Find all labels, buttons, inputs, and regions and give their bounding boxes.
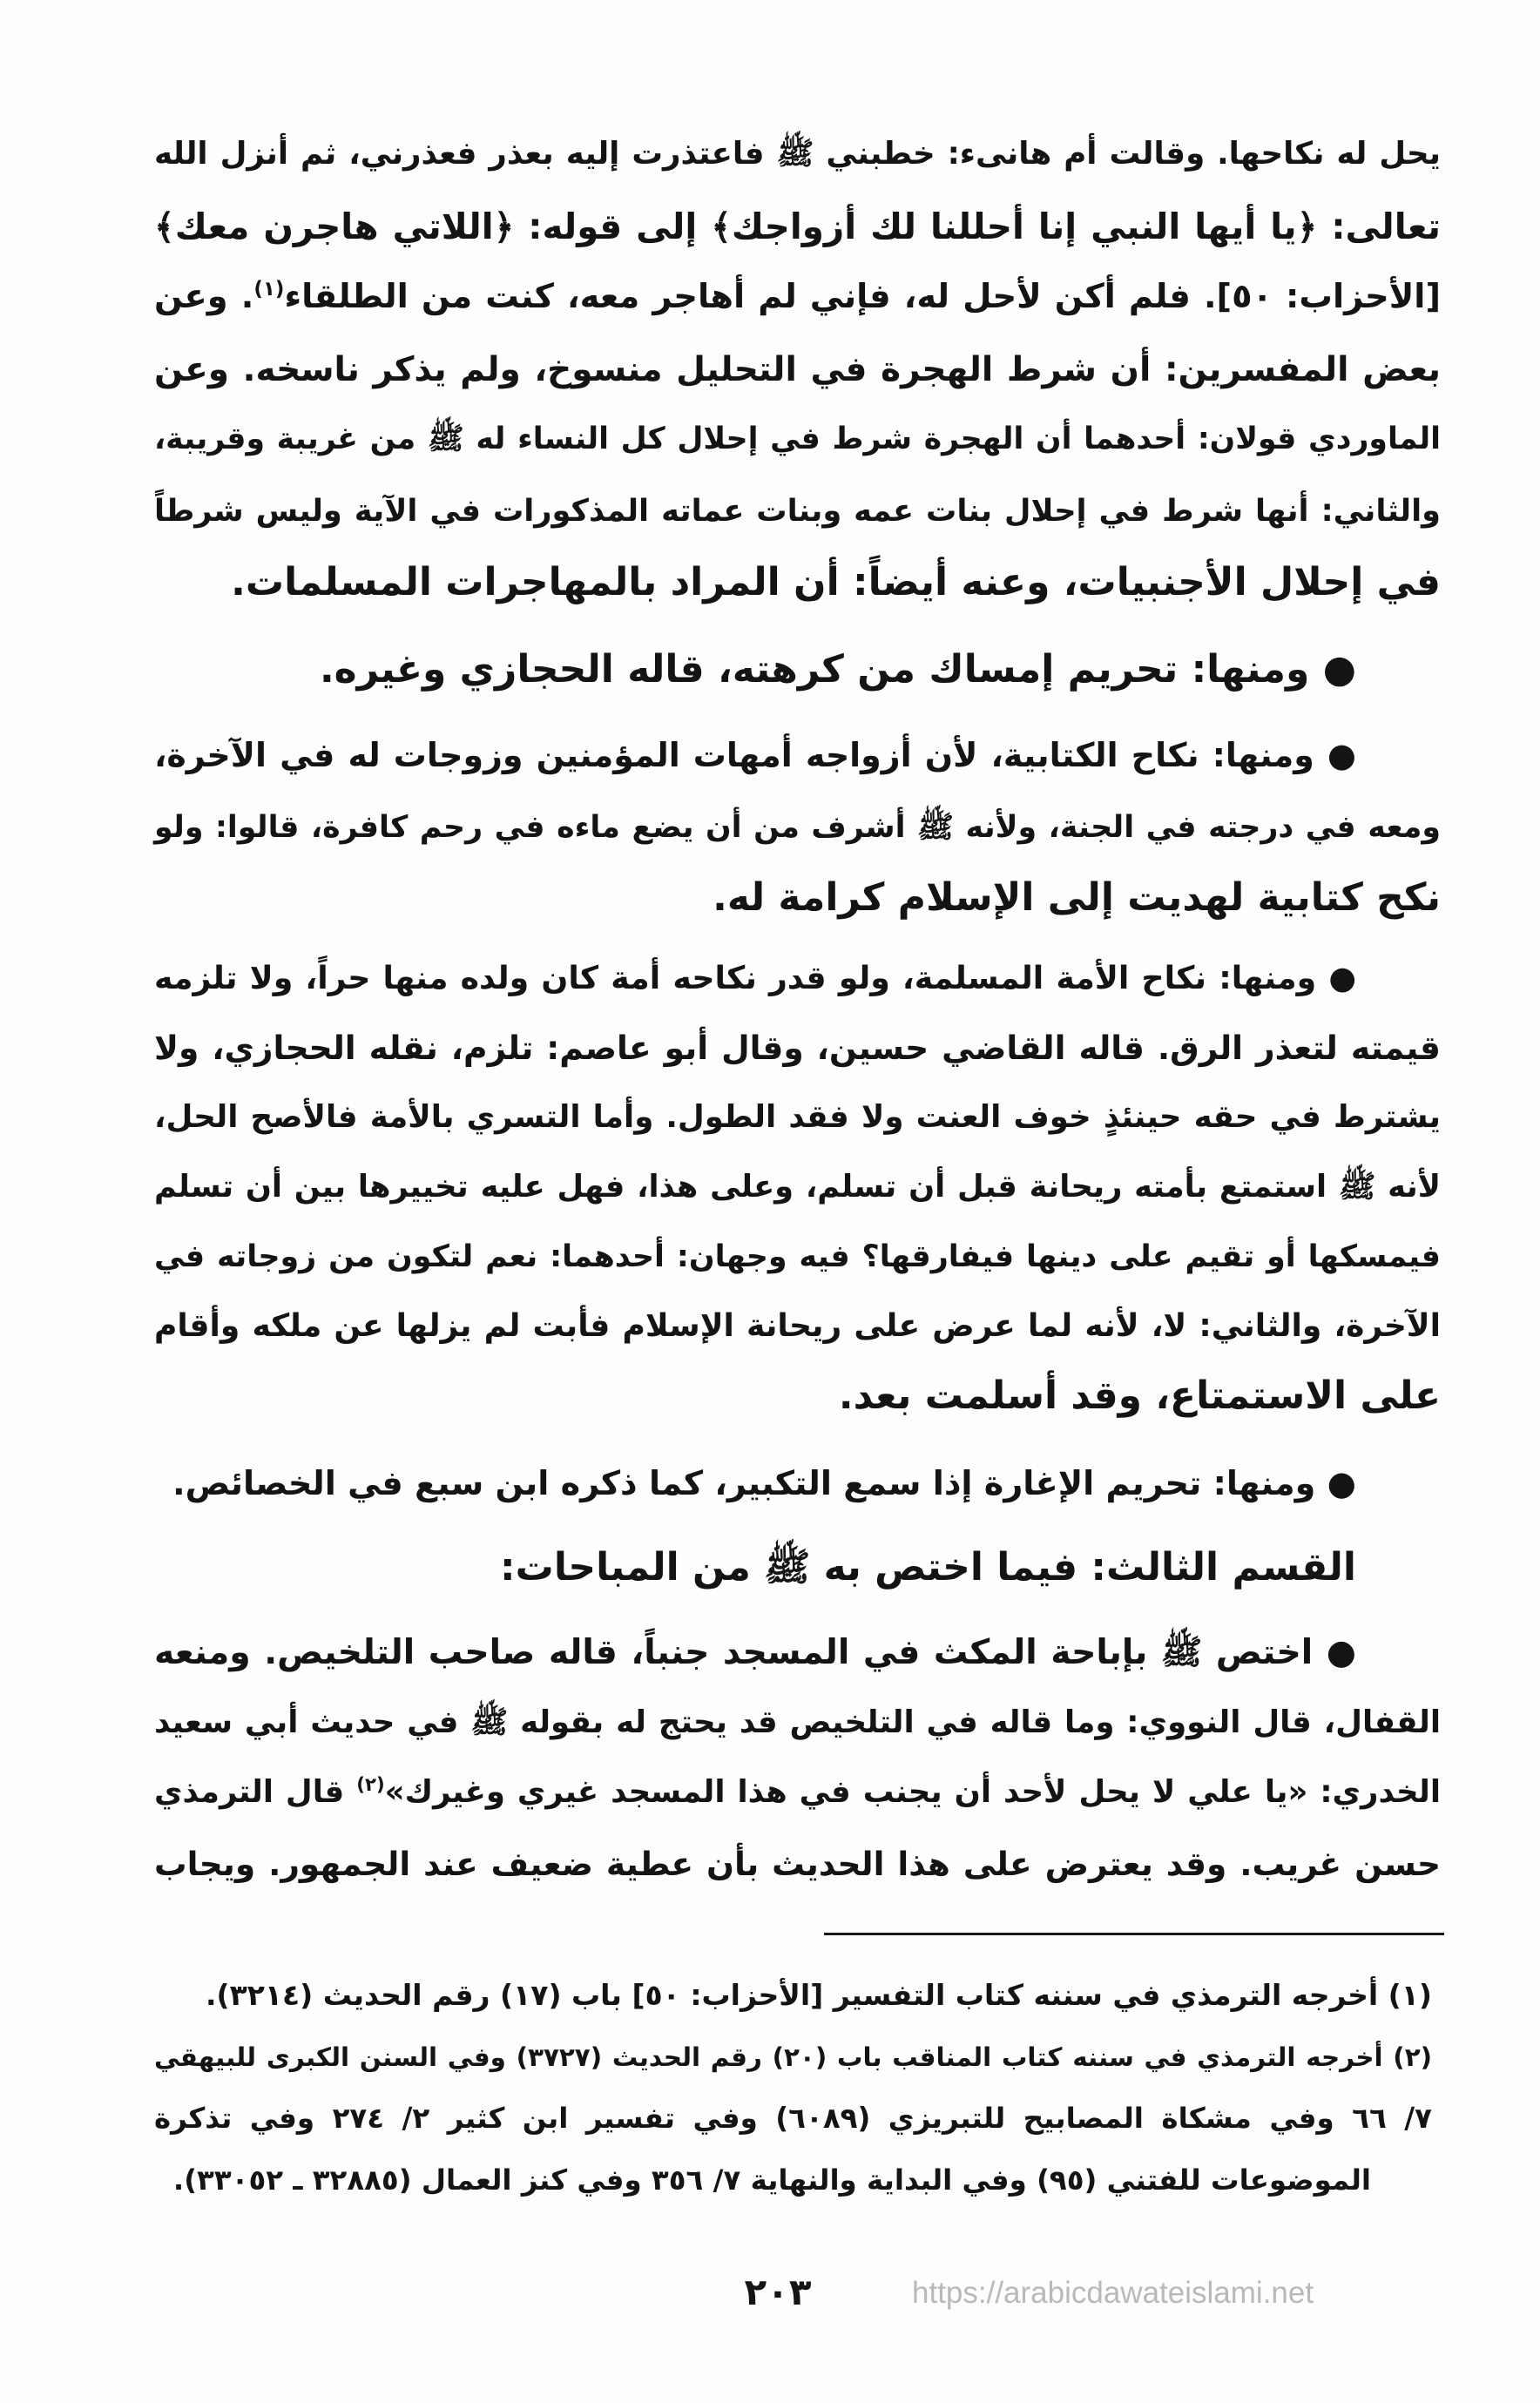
text-line — [154, 334, 1441, 406]
text-line-content: الماوردي قولان: أحدهما أن الهجرة شرط في إحلال كل النساء له ﷺ من غريبة وقريبة، — [154, 422, 1441, 456]
text-line-content: لأنه ﷺ استمتع بأمته ريحانة قبل أن تسلم، وعلى هذا، فهل عليه تخييرها بين أن تسلم — [154, 1169, 1441, 1205]
text-line — [154, 261, 1441, 333]
text-line-content: ● ومنها: تحريم إمساك من كرهته، قاله الحجازي وغيره. — [319, 647, 1356, 692]
text-line-content: بعض المفسرين: أن شرط الهجرة في التحليل منسوخ، ولم يذكر ناسخه. وعن — [154, 350, 1441, 389]
footnote-text: (٢) أخرجه الترمذي في سننه كتاب المناقب باب (٢٠) رقم الحديث (٣٧٢٧) وفي السنن الكبرى للبيهقي — [154, 2042, 1432, 2072]
text-line-content: ● اختص ﷺ بإباحة المكث في المسجد جنباً، قاله صاحب التلخيص. ومنعه — [154, 1633, 1356, 1672]
text-line-content — [154, 277, 1441, 316]
text-line-content: حسن غريب. وقد يعترض على هذا الحديث بأن عطية ضعيف عند الجمهور. ويجاب — [154, 1845, 1441, 1883]
text-line-content: ● ومنها: نكاح الأمة المسلمة، ولو قدر نكاحه أمة كان ولده منها حراً، ولا تلزمه — [154, 959, 1356, 996]
page-number: ٢٠٣ — [744, 2271, 812, 2313]
bullet-item-line — [154, 1448, 1356, 1520]
footnote-ref: (١) — [253, 278, 285, 301]
text-line-content: يحل له نكاحها. وقالت أم هانىء: خطبني ﷺ فاعتذرت إليه بعذر فعذرني، ثم أنزل الله — [154, 136, 1441, 172]
footnote-line — [154, 2088, 1432, 2149]
text-line — [154, 862, 1441, 934]
text-line-content: الآخرة، والثاني: لا، لأنه لما عرض على ريحانة الإسلام فأبت لم يزلها عن ملكه وأقام — [154, 1308, 1441, 1344]
text-segment: قال الترمذي — [154, 1774, 357, 1810]
text-line — [154, 403, 1441, 475]
text-line-content: القفال، قال النووي: وما قاله في التلخيص قد يحتج له بقوله ﷺ في حديث أبي سعيد — [154, 1704, 1441, 1740]
text-line — [154, 476, 1441, 547]
text-line-content — [154, 1774, 1441, 1810]
text-line — [154, 1221, 1441, 1293]
bullet-item-line — [154, 942, 1356, 1014]
text-line — [154, 1687, 1441, 1758]
text-line-content: يشترط في حقه حينئذٍ خوف العنت ولا فقد الطول. وأما التسري بالأمة فالأصح الحل، — [154, 1099, 1441, 1135]
text-line — [154, 1082, 1441, 1153]
text-line-content: قيمته لتعذر الرق. قاله القاضي حسين، وقال أبو عاصم: تلزم، نقله الحجازي، ولا — [154, 1029, 1441, 1067]
text-segment: الخدري: «يا علي لا يحل لأحد أن يجنب في هذا المسجد غيري وغيرك» — [384, 1774, 1441, 1810]
text-line — [154, 1360, 1441, 1432]
text-line-content: نكح كتابية لهديت إلى الإسلام كرامة له. — [713, 875, 1441, 920]
bullet-item-line — [154, 1617, 1356, 1689]
footnote-line — [154, 2027, 1432, 2088]
bullet-item-line — [154, 719, 1356, 791]
text-line — [154, 118, 1441, 190]
bullet-item-line — [154, 634, 1356, 705]
footnote-text: الموضوعات للفتني (٩٥) وفي البداية والنهاية ٧/ ٣٥٦ وفي كنز العمال (٣٢٨٨٥ ـ ٣٣٠٥٢). — [172, 2163, 1371, 2197]
text-line-content: والثاني: أنها شرط في إحلال بنات عمه وبنات عماته المذكورات في الآية وليس شرطاً — [154, 493, 1441, 529]
text-line — [154, 547, 1441, 618]
text-line — [154, 1012, 1441, 1083]
text-line — [154, 191, 1441, 262]
section-heading — [154, 1532, 1356, 1603]
text-line — [154, 1151, 1441, 1223]
text-line-content: ومعه في درجته في الجنة، ولأنه ﷺ أشرف من أن يضع ماءه في رحم كافرة، قالوا: ولو — [154, 810, 1441, 845]
text-segment: [الأحزاب: ٥٠]. فلم أكن لأحل له، فإني لم أهاجر معه، كنت من الطلقاء — [284, 277, 1441, 316]
watermark-url: https://arabicdawateislami.net — [912, 2276, 1314, 2310]
text-line-content: فيمسكها أو تقيم على دينها فيفارقها؟ فيه وجهان: أحدهما: نعم لتكون من زوجاته في — [154, 1239, 1441, 1274]
text-line — [154, 1757, 1441, 1828]
section-heading-text: القسم الثالث: فيما اختص به ﷺ من المباحات: — [500, 1545, 1356, 1590]
text-line — [154, 792, 1441, 863]
text-line-content: ● ومنها: نكاح الكتابية، لأن أزواجه أمهات المؤمنين وزوجات له في الآخرة، — [154, 736, 1356, 774]
footnote-separator — [824, 1933, 1444, 1935]
text-line-content: في إحلال الأجنبيات، وعنه أيضاً: أن المراد بالمهاجرات المسلمات. — [231, 560, 1441, 604]
text-line-content: على الاستمتاع، وقد أسلمت بعد. — [838, 1374, 1441, 1418]
footnote-text: ٧/ ٦٦ وفي مشكاة المصابيح للتبريزي (٦٠٨٩) وفي تفسير ابن كثير ٢/ ٢٧٤ وفي تذكرة — [154, 2102, 1433, 2135]
footnote-text: (١) أخرجه الترمذي في سننه كتاب التفسير [الأحزاب: ٥٠] باب (١٧) رقم الحديث (٣٢١٤). — [205, 1978, 1432, 2012]
text-line-content: تعالى: ﴿يا أيها النبي إنا أحللنا لك أزواجك﴾ إلى قوله: ﴿اللاتي هاجرن معك﴾ — [154, 206, 1441, 247]
text-line — [154, 1291, 1441, 1362]
text-segment: . وعن — [154, 277, 254, 316]
footnote-line — [154, 2150, 1371, 2211]
text-line-content: ● ومنها: تحريم الإغارة إذا سمع التكبير، كما ذكره ابن سبع في الخصائص. — [172, 1465, 1356, 1503]
footnote-ref: (٢) — [356, 1774, 385, 1797]
footnote-line — [154, 1965, 1432, 2026]
text-line — [154, 1828, 1441, 1900]
